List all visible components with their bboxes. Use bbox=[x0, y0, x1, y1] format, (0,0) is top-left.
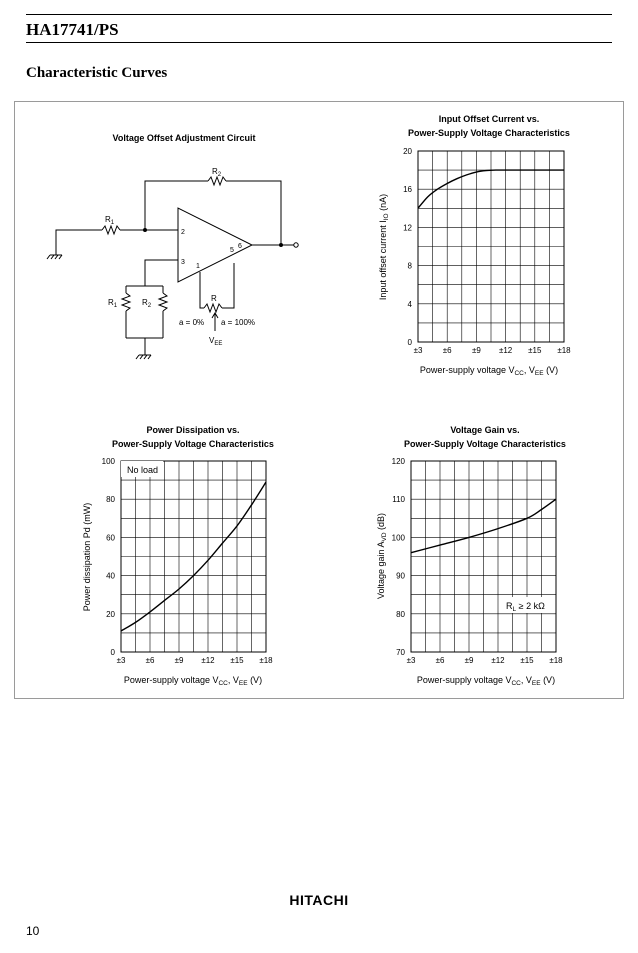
offset-ytick: 4 bbox=[407, 299, 412, 309]
power-xtick: ±3 bbox=[116, 656, 126, 665]
pin2-label: 2 bbox=[181, 229, 185, 236]
vee-label: $V_{EE}$ bbox=[209, 336, 223, 347]
offset-xtick: ±15 bbox=[528, 346, 542, 355]
r1-label: $R_1$ bbox=[105, 215, 115, 226]
offset-xtick: ±9 bbox=[471, 346, 481, 355]
pin1-label: 1 bbox=[196, 263, 200, 270]
power-title-2: Power-Supply Voltage Characteristics bbox=[112, 439, 274, 449]
power-chart bbox=[102, 457, 274, 665]
gain-title-2: Power-Supply Voltage Characteristics bbox=[404, 439, 566, 449]
r-label: R bbox=[211, 294, 217, 303]
power-xtick: ±12 bbox=[201, 656, 215, 665]
hitachi-logo: HITACHI bbox=[289, 892, 349, 908]
gain-chart bbox=[392, 457, 564, 665]
offset-title-2: Power-Supply Voltage Characteristics bbox=[408, 128, 570, 138]
circuit-title: Voltage Offset Adjustment Circuit bbox=[112, 133, 256, 143]
offset-chart bbox=[403, 147, 571, 355]
page-number: 10 bbox=[26, 924, 40, 938]
gain-ytick: 110 bbox=[392, 495, 405, 505]
gain-xtick: ±9 bbox=[464, 656, 474, 665]
pin3-label: 3 bbox=[181, 259, 185, 266]
power-title-1: Power Dissipation vs. bbox=[146, 425, 240, 435]
power-ytick: 40 bbox=[106, 571, 115, 581]
gain-ytick: 120 bbox=[391, 457, 405, 466]
power-note: No load bbox=[127, 465, 159, 475]
offset-ytick: 0 bbox=[407, 338, 412, 347]
power-ytick: 20 bbox=[106, 609, 115, 619]
section-title: Characteristic Curves bbox=[26, 65, 168, 81]
gain-title-1: Voltage Gain vs. bbox=[450, 425, 520, 435]
power-xtick: ±18 bbox=[259, 656, 273, 665]
gain-xtick: ±18 bbox=[549, 656, 563, 665]
offset-ytick: 8 bbox=[407, 261, 412, 271]
gain-xtick: ±3 bbox=[406, 656, 416, 665]
power-xtick: ±9 bbox=[174, 656, 184, 665]
gain-ytick: 100 bbox=[391, 533, 405, 543]
gain-xlabel: Power-supply voltage $V_{CC}$, $V_{EE}$ (V) bbox=[416, 675, 556, 687]
power-ytick: 60 bbox=[106, 533, 115, 543]
part-number: HA17741/PS bbox=[26, 20, 119, 39]
offset-ylabel: Input offset current $I_{IO}$ (nA) bbox=[378, 193, 390, 301]
gain-note: $R_L \ge 2$ kΩ bbox=[506, 601, 545, 613]
offset-ytick: 16 bbox=[403, 185, 412, 195]
gain-ytick: 90 bbox=[396, 571, 405, 581]
offset-xlabel: Power-supply voltage $V_{CC}$, $V_{EE}$ (V) bbox=[419, 365, 559, 377]
power-xtick: ±6 bbox=[145, 656, 155, 665]
r2-top-label: $R_2$ bbox=[212, 167, 222, 178]
pin6-label: 6 bbox=[238, 243, 242, 250]
power-ylabel: Power dissipation Pd (mW) bbox=[82, 502, 92, 612]
offset-ytick: 20 bbox=[403, 147, 412, 156]
offset-xtick: ±12 bbox=[498, 346, 513, 355]
offset-xtick: ±3 bbox=[413, 346, 423, 355]
gain-ytick: 70 bbox=[396, 648, 405, 657]
offset-title-1: Input Offset Current vs. bbox=[438, 114, 540, 124]
offset-xtick: ±18 bbox=[557, 346, 571, 355]
a-high-label: a = 100% bbox=[221, 318, 256, 327]
gain-xtick: ±12 bbox=[491, 656, 505, 665]
offset-xtick: ±6 bbox=[442, 346, 452, 355]
gain-xtick: ±15 bbox=[520, 656, 534, 665]
power-ytick: 80 bbox=[106, 495, 115, 505]
power-ytick: 0 bbox=[110, 648, 115, 657]
power-xtick: ±15 bbox=[230, 656, 244, 665]
pin5-label: 5 bbox=[230, 247, 234, 254]
offset-ytick: 12 bbox=[403, 223, 412, 233]
gain-xtick: ±6 bbox=[435, 656, 445, 665]
power-xlabel: Power-supply voltage $V_{CC}$, $V_{EE}$ (V) bbox=[123, 675, 263, 687]
gain-ytick: 80 bbox=[396, 609, 405, 619]
power-ytick: 100 bbox=[101, 457, 115, 466]
gain-ylabel: Voltage gain $A_{VD}$ (dB) bbox=[376, 512, 388, 600]
a-low-label: a = 0% bbox=[179, 318, 205, 327]
r2-bottom-label: $R_2$ bbox=[142, 298, 152, 309]
r1-bottom-label: $R_1$ bbox=[108, 298, 118, 309]
